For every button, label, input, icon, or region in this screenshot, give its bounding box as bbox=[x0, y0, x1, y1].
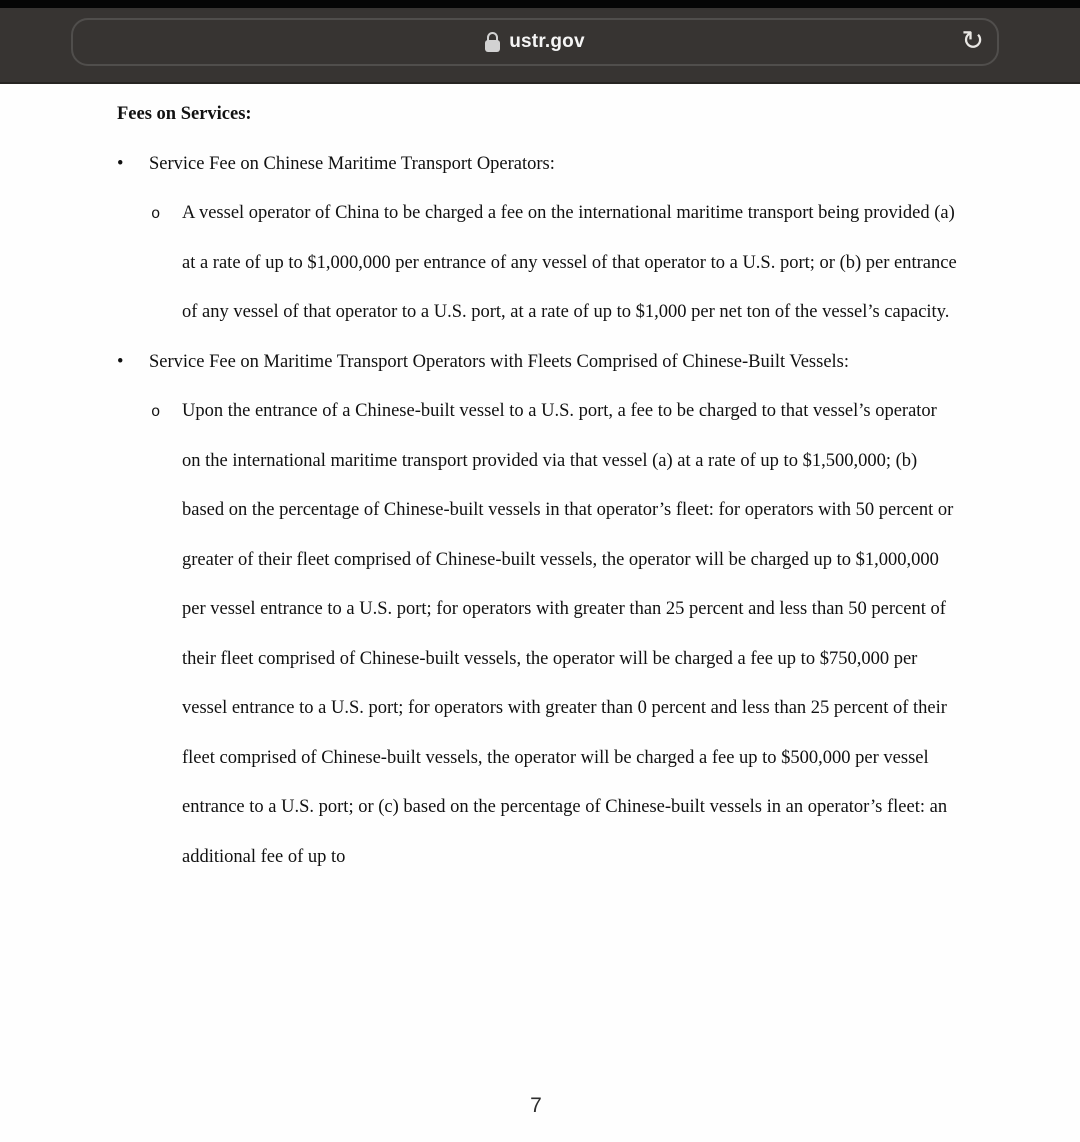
bullet-icon: • bbox=[117, 351, 124, 372]
page-number: 7 bbox=[530, 1094, 542, 1117]
list-item-text: Service Fee on Maritime Transport Operators with Fleets Comprised of Chinese-Built Vessels: bbox=[149, 351, 850, 372]
list-item bbox=[117, 140, 954, 190]
circle-bullet-icon: o bbox=[151, 205, 161, 223]
list-item-text: Service Fee on Chinese Maritime Transport Operators: bbox=[149, 153, 555, 174]
url-text: ustr.gov bbox=[509, 31, 585, 52]
circle-bullet-icon: o bbox=[151, 403, 161, 421]
lock-icon bbox=[485, 32, 500, 52]
window-top-strip bbox=[0, 0, 1080, 8]
reload-icon[interactable]: ↻ bbox=[961, 25, 984, 57]
document-page bbox=[0, 84, 1080, 882]
url-bar[interactable] bbox=[71, 18, 999, 66]
browser-chrome bbox=[0, 0, 1080, 84]
url-display bbox=[485, 31, 585, 53]
list-item bbox=[117, 338, 954, 388]
list-item-text: Upon the entrance of a Chinese-built vessel to a U.S. port, a fee to be charged to that vessel’s operator on the international maritime transport provided via that vessel (a) at a rate of up to $1,500,000; (b) based on the percentage of Chinese-built vessels in that operator’s fleet: for operators with 50 percent or greater of their fleet comprised of Chinese-built vessels, the operator will be charged up to $1,000,000 per vessel entrance to a U.S. port; for operators with greater than 25 percent and less than 50 percent of their fleet comprised of Chinese-built vessels, the operator will be charged a fee up to $750,000 per vessel entrance to a U.S. port; for operators with greater than 0 percent and less than 25 percent of their fleet comprised of Chinese-built vessels, the operator will be charged a fee up to $500,000 per vessel entrance to a U.S. port; or (c) based on the percentage of Chinese-built vessels in an operator’s fleet: an additional fee of up to bbox=[182, 401, 954, 867]
bullet-icon: • bbox=[117, 153, 124, 174]
list-item bbox=[151, 387, 958, 882]
section-heading: Fees on Services: bbox=[117, 104, 252, 124]
list-item bbox=[151, 189, 958, 338]
list-item-text: A vessel operator of China to be charged a fee on the international maritime transport being provided (a) at a rate of up to $1,000,000 per entrance of any vessel of that operator to a U.S. port; or (b) per entrance of any vessel of that operator to a U.S. port, at a rate of up to $1,000 per net ton of the vessel’s capacity. bbox=[182, 203, 957, 322]
